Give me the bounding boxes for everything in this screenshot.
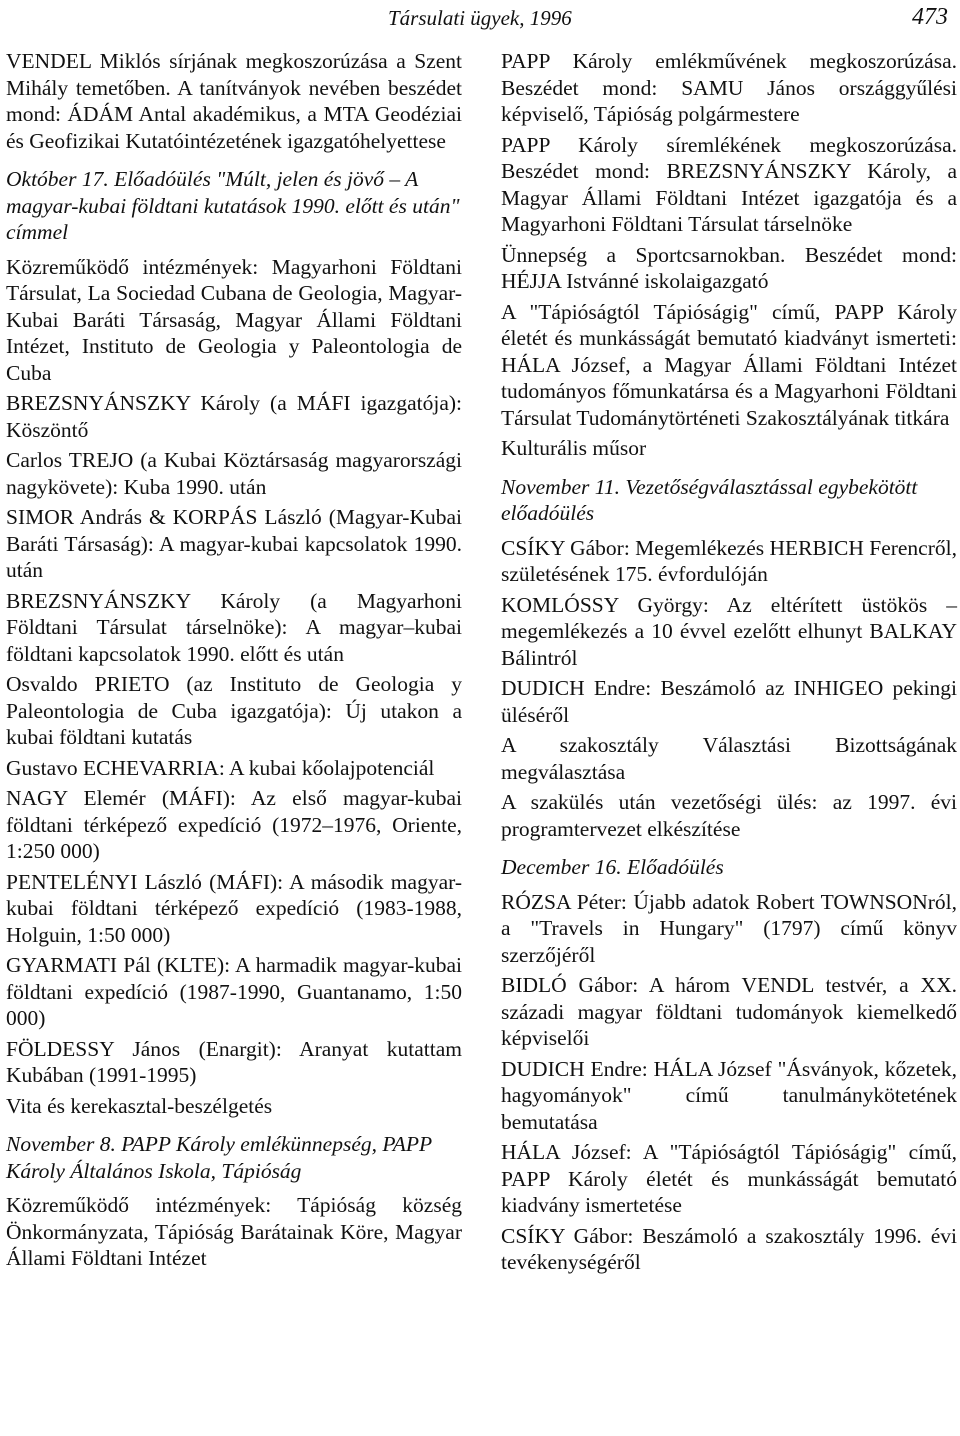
page-number: 473 (912, 4, 948, 30)
right-column (501, 48, 957, 1280)
program-item: A szakosztály Választási Bizottságának megválasztása (501, 733, 957, 784)
program-item: DUDICH Endre: HÁLA József "Ásványok, kőzetek, hagyományok" című tanulmánykötetének bemutatása (501, 1056, 957, 1134)
running-title: Társulati ügyek, 1996 (388, 6, 572, 30)
program-item: GYARMATI Pál (KLTE): A harmadik magyar-kubai földtani expedíció (1987-1990, Guantanamo, 1:50 000) (6, 953, 462, 1030)
event-date-heading: November 8. PAPP Károly emlékünnepség, PAPP Károly Általános Iskola, Tápióság (6, 1132, 432, 1183)
program-item: CSÍKY Gábor: Megemlékezés HERBICH Ferencről, születésének 175. évfordulóján (501, 535, 957, 586)
program-item: Kulturális műsor (501, 436, 647, 460)
event-date-heading: December 16. Előadóülés (501, 855, 724, 879)
program-item: Carlos TREJO (a Kubai Köztársaság magyarországi nagykövete): Kuba 1990. után (6, 448, 462, 499)
program-item: Ünnepség a Sportcsarnokban. Beszédet mond: HÉJJA Istvánné iskolaigazgató (501, 242, 957, 293)
program-item: CSÍKY Gábor: Beszámoló a szakosztály 1996. évi tevékenységéről (501, 1223, 957, 1274)
paragraph: Közreműködő intézmények: Magyarhoni Földtani Társulat, La Sociedad Cubana de Geologia, Magyar-Kubai Baráti Társaság, Magyar Állami Földtani Intézet, Instituto de Geologia y Paleontologia de Cuba (6, 254, 462, 385)
paragraph: Közreműködő intézmények: Tápióság község Önkormányzata, Tápióság Barátainak Köre, Magyar Állami Földtani Intézet (6, 1193, 462, 1270)
program-item: DUDICH Endre: Beszámoló az INHIGEO pekingi üléséről (501, 676, 957, 727)
program-item: SIMOR András & KORPÁS László (Magyar-Kubai Baráti Társaság): A magyar-kubai kapcsolatok 1990. után (6, 505, 462, 582)
program-item: BREZSNYÁNSZKY Károly (a MÁFI igazgatója): Köszöntő (6, 391, 462, 442)
program-item: FÖLDESSY János (Enargit): Aranyat kutattam Kubában (1991-1995) (6, 1036, 462, 1087)
left-column (6, 48, 462, 1276)
program-item: PAPP Károly emlékművének megkoszorúzása. Beszédet mond: SAMU János országgyűlési képviselő, Tápióság polgármestere (501, 49, 957, 126)
event-date-heading: November 11. Vezetőségválasztással egybekötött előadóülés (501, 474, 918, 525)
program-item: KOMLÓSSY György: Az eltérített üstökös – megemlékezés a 10 évvel ezelőtt elhunyt BALKAY Bálintról (501, 592, 957, 670)
program-item: A "Tápióságtól Tápióságig" című, PAPP Károly életét és munkásságát bemutató kiadványt ismerteti: HÁLA József, a Magyar Állami Földtani Intézet tudományos főmunkatársa és a Magyarhoni Földtani Társulat Tudománytörténeti Szakosztályának titkára (501, 299, 957, 430)
program-item: Osvaldo PRIETO (az Instituto de Geologia y Paleontologia de Cuba igazgatója): Új utakon a kubai földtani kutatás (6, 672, 462, 749)
program-item: HÁLA József: A "Tápióságtól Tápióságig" című, PAPP Károly életét és munkásságát bemutató kiadvány ismertetése (501, 1140, 957, 1217)
program-item: BIDLÓ Gábor: A három VENDL testvér, a XX. századi magyar földtani tudományok kiemelkedő képviselői (501, 973, 957, 1050)
event-date-heading: Október 17. Előadóülés "Múlt, jelen és jövő – A magyar-kubai földtani kutatások 1990. előtt és után" címmel (6, 167, 460, 244)
program-item: PENTELÉNYI László (MÁFI): A második magyar-kubai földtani térképező expedíció (1983-1988, Holguin, 1:50 000) (6, 869, 462, 947)
program-item: NAGY Elemér (MÁFI): Az első magyar-kubai földtani térképező expedíció (1972–1976, Oriente, 1:250 000) (6, 786, 462, 863)
page-header (0, 4, 960, 34)
paragraph: VENDEL Miklós sírjának megkoszorúzása a Szent Mihály temetőben. A tanítványok nevében beszédet mond: ÁDÁM Antal akadémikus, a MTA Geodéziai és Geofizikai Kutatóintézetének igazgatóhelyettese (6, 49, 462, 153)
program-item: Gustavo ECHEVARRIA: A kubai kőolajpotenciál (6, 755, 435, 780)
program-item: Vita és kerekasztal-beszélgetés (6, 1093, 273, 1118)
program-item: A szakülés után vezetőségi ülés: az 1997. évi programtervezet elkészítése (501, 790, 957, 841)
program-item: RÓZSA Péter: Újabb adatok Robert TOWNSONról, a "Travels in Hungary" (1797) című könyv szerzőjéről (501, 889, 957, 967)
program-item: PAPP Károly síremlékének megkoszorúzása. Beszédet mond: BREZSNYÁNSZKY Károly, a Magyar Állami Földtani Intézet igazgatója és a Magyarhoni Földtani Társulat társelnöke (501, 132, 957, 236)
program-item: BREZSNYÁNSZKY Károly (a Magyarhoni Földtani Társulat társelnöke): A magyar–kubai földtani kapcsolatok 1990. előtt és után (6, 588, 462, 666)
